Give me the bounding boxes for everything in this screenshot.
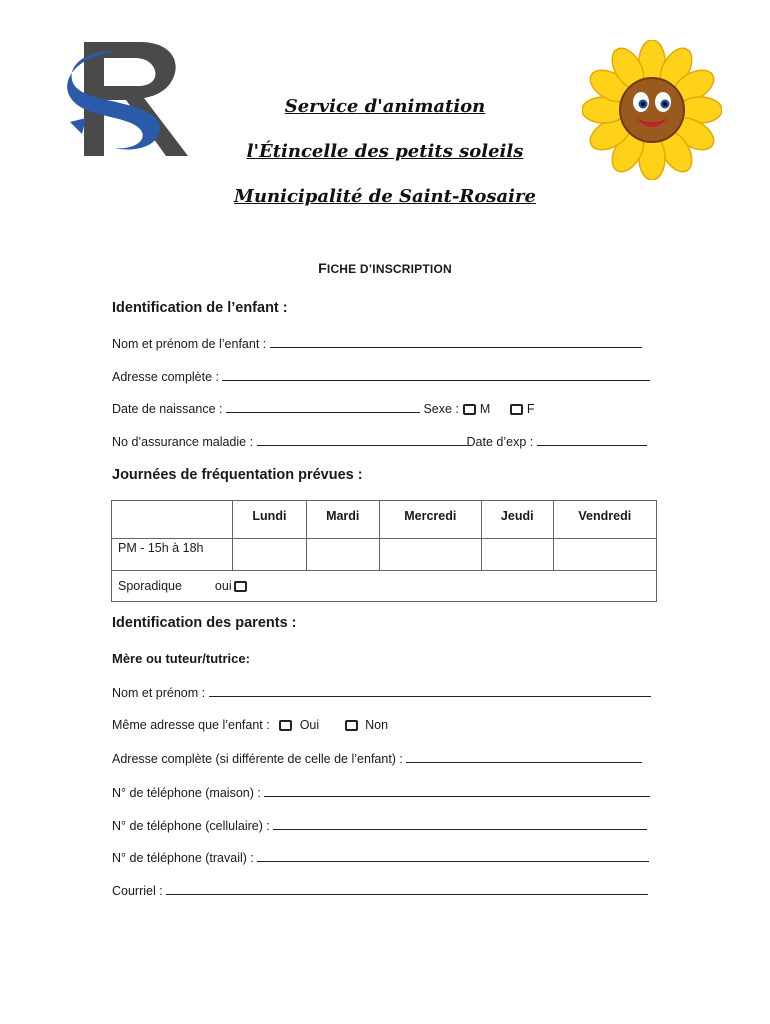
title-service: Service d'animation	[284, 96, 486, 117]
pm-jeudi-cell[interactable]	[481, 539, 553, 571]
sex-f-label: F	[526, 402, 535, 416]
child-name-field[interactable]	[270, 336, 642, 348]
parents-section-heading: Identification des parents :	[112, 615, 297, 631]
parent-name-label: Nom et prénom :	[112, 686, 206, 700]
parent-name-row	[112, 685, 651, 700]
sporadic-label: Sporadique	[118, 579, 182, 593]
mother-heading: Mère ou tuteur/tutrice:	[112, 651, 250, 666]
phone-work-field[interactable]	[257, 850, 649, 862]
phone-work-row	[112, 850, 649, 865]
sporadic-oui-checkbox[interactable]	[234, 581, 247, 592]
same-address-non-label: Non	[365, 718, 389, 732]
child-address-row	[112, 369, 650, 384]
pm-mardi-cell[interactable]	[306, 539, 379, 571]
day-jeudi: Jeudi	[481, 501, 553, 539]
same-address-oui-checkbox[interactable]	[279, 720, 292, 731]
schedule-header-row	[112, 501, 657, 539]
sex-label: Sexe :	[423, 402, 459, 416]
birth-date-label: Date de naissance :	[112, 402, 223, 416]
sex-m-label: M	[479, 402, 491, 416]
parent-address-row	[112, 751, 642, 766]
child-address-label: Adresse complète :	[112, 370, 219, 384]
form-title: FICHE D’INSCRIPTION	[318, 260, 452, 276]
parent-address-label: Adresse complète (si différente de celle de l’enfant) :	[112, 752, 403, 766]
schedule-table	[111, 500, 657, 602]
phone-home-label: N° de téléphone (maison) :	[112, 786, 261, 800]
pm-lundi-cell[interactable]	[233, 539, 307, 571]
email-row	[112, 883, 648, 898]
phone-home-field[interactable]	[264, 785, 650, 797]
same-address-row	[112, 718, 388, 732]
schedule-heading: Journées de fréquentation prévues :	[112, 467, 363, 483]
schedule-sporadic-row	[112, 571, 657, 602]
health-field[interactable]	[257, 434, 467, 446]
sex-m-checkbox[interactable]	[463, 404, 476, 415]
title-etincelle: l'Étincelle des petits soleils	[246, 141, 524, 162]
day-vendredi: Vendredi	[553, 501, 656, 539]
schedule-pm-row	[112, 539, 657, 571]
child-address-field[interactable]	[222, 369, 650, 381]
same-address-non-checkbox[interactable]	[345, 720, 358, 731]
birth-date-field[interactable]	[226, 401, 420, 413]
pm-label: PM - 15h à 18h	[112, 539, 233, 571]
phone-cell-label: N° de téléphone (cellulaire) :	[112, 819, 270, 833]
child-section-heading: Identification de l’enfant :	[112, 300, 288, 316]
health-row	[112, 434, 647, 449]
phone-cell-row	[112, 818, 647, 833]
schedule-corner-cell	[112, 501, 233, 539]
health-label: No d’assurance maladie :	[112, 435, 254, 449]
same-address-label: Même adresse que l’enfant :	[112, 718, 270, 732]
sporadic-cell	[112, 571, 657, 602]
day-mercredi: Mercredi	[379, 501, 481, 539]
same-address-oui-label: Oui	[299, 718, 320, 732]
email-field[interactable]	[166, 883, 648, 895]
pm-mercredi-cell[interactable]	[379, 539, 481, 571]
phone-home-row	[112, 785, 650, 800]
day-mardi: Mardi	[306, 501, 379, 539]
pm-vendredi-cell[interactable]	[553, 539, 656, 571]
sex-f-checkbox[interactable]	[510, 404, 523, 415]
birth-sex-row	[112, 401, 534, 416]
parent-address-field[interactable]	[406, 751, 642, 763]
day-lundi: Lundi	[233, 501, 307, 539]
phone-work-label: N° de téléphone (travail) :	[112, 851, 254, 865]
exp-label: Date d’exp :	[466, 435, 534, 449]
child-name-label: Nom et prénom de l’enfant :	[112, 337, 267, 351]
child-name-row	[112, 336, 642, 351]
parent-name-field[interactable]	[209, 685, 651, 697]
sporadic-oui-label: oui	[214, 579, 232, 593]
exp-field[interactable]	[537, 434, 647, 446]
phone-cell-field[interactable]	[273, 818, 647, 830]
email-label: Courriel :	[112, 884, 163, 898]
title-municipalite: Municipalité de Saint-Rosaire	[234, 186, 536, 207]
